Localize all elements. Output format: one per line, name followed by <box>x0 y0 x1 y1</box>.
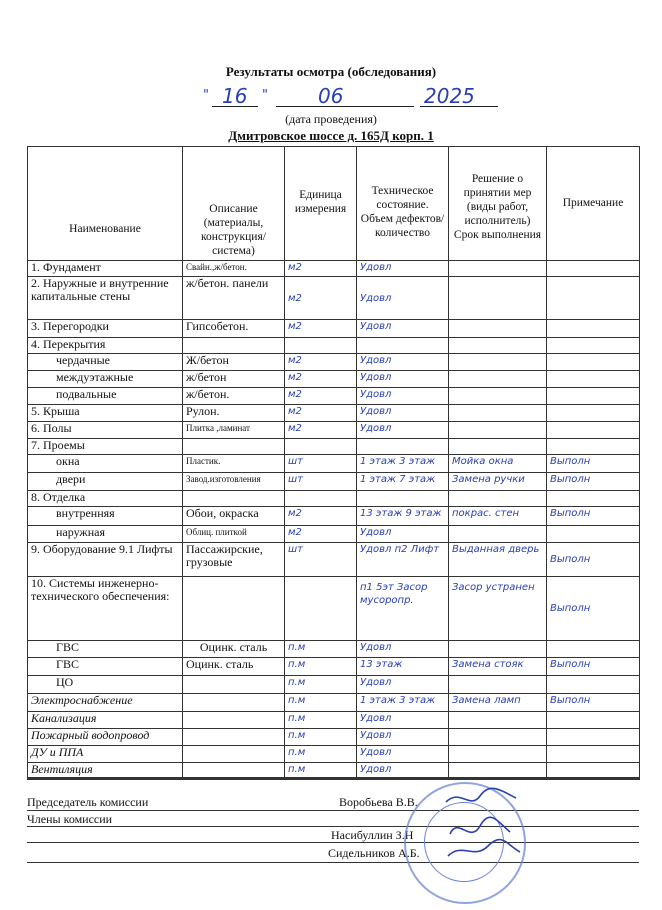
row-cond: Удовл <box>357 526 449 543</box>
row-cond: Удовл <box>357 422 449 439</box>
members-label: Члены комиссии <box>27 812 113 826</box>
table-row <box>28 277 640 320</box>
row-desc: Обои, окраска <box>183 507 285 526</box>
row-note <box>547 641 640 658</box>
row-desc: Оцинк. сталь <box>183 658 285 676</box>
table-row <box>28 507 640 526</box>
row-unit <box>285 577 357 641</box>
chair-name: Воробьева В.В. <box>339 795 418 809</box>
row-dec: Засор устранен <box>449 577 547 641</box>
row-unit <box>285 338 357 354</box>
row-cond: Удовл <box>357 746 449 763</box>
table-row <box>28 422 640 439</box>
row-cond: 13 этаж 9 этаж <box>357 507 449 526</box>
address: Дмитровское шоссе д. 165Д корп. 1 <box>228 128 434 143</box>
row-dec: Мойка окна <box>449 455 547 473</box>
row-unit: шт <box>285 473 357 491</box>
row-desc <box>183 746 285 763</box>
row-note <box>547 405 640 422</box>
row-name: 1. Фундамент <box>28 261 183 277</box>
row-unit: п.м <box>285 746 357 763</box>
row-desc: Гипсобетон. <box>183 320 285 338</box>
row-note <box>547 354 640 371</box>
row-dec: Выданная дверь <box>449 543 547 577</box>
date-label: (дата проведения) <box>285 112 377 126</box>
row-desc <box>183 577 285 641</box>
row-unit: м2 <box>285 354 357 371</box>
row-dec <box>449 354 547 371</box>
row-desc <box>183 694 285 712</box>
row-dec: Замена ручки <box>449 473 547 491</box>
row-cond: 1 этаж 3 этаж <box>357 455 449 473</box>
row-name: окна <box>28 455 183 473</box>
header-description: Описание (материалы, конструкция/ система) <box>183 147 285 261</box>
row-note <box>547 491 640 507</box>
row-desc: Оцинк. сталь <box>183 641 285 658</box>
row-note <box>547 439 640 455</box>
table-row <box>28 405 640 422</box>
row-note <box>547 712 640 729</box>
member1-line <box>27 842 639 843</box>
row-note: Выполн <box>547 455 640 473</box>
header-note: Примечание <box>547 147 640 261</box>
chair-row <box>27 795 639 810</box>
row-note: Выполн <box>547 507 640 526</box>
row-cond: Удовл <box>357 729 449 746</box>
row-unit: п.м <box>285 658 357 676</box>
row-name: 8. Отделка <box>28 491 183 507</box>
header-row <box>28 147 640 261</box>
date-month-line <box>276 106 414 107</box>
row-desc <box>183 729 285 746</box>
row-note <box>547 261 640 277</box>
table-row <box>28 526 640 543</box>
row-dec <box>449 641 547 658</box>
row-name: 3. Перегородки <box>28 320 183 338</box>
row-desc: Плитка ,ламинат <box>183 422 285 439</box>
handwritten-signatures <box>440 786 530 866</box>
row-name: Электроснабжение <box>28 694 183 712</box>
table-row <box>28 473 640 491</box>
row-desc: Пассажирские, грузовые <box>183 543 285 577</box>
row-name: междуэтажные <box>28 371 183 388</box>
row-name: ДУ и ППА <box>28 746 183 763</box>
row-desc: Пластик. <box>183 455 285 473</box>
row-note <box>547 338 640 354</box>
table-row <box>28 338 640 354</box>
table-row <box>28 491 640 507</box>
row-desc: ж/бетон. <box>183 388 285 405</box>
table-row <box>28 261 640 277</box>
row-desc <box>183 439 285 455</box>
row-cond <box>357 338 449 354</box>
table-row <box>28 543 640 577</box>
table-row <box>28 439 640 455</box>
row-unit: п.м <box>285 729 357 746</box>
row-cond: Удовл <box>357 371 449 388</box>
inspection-table <box>27 146 640 780</box>
chair-label: Председатель комиссии <box>27 795 149 809</box>
row-note <box>547 676 640 694</box>
row-note: Выполн <box>547 473 640 491</box>
row-cond <box>357 491 449 507</box>
row-cond: п1 5эт Засор мусоропр. <box>357 577 449 641</box>
row-name: 4. Перекрытия <box>28 338 183 354</box>
row-desc: Свайн.,ж/бетон. <box>183 261 285 277</box>
row-dec <box>449 338 547 354</box>
date-quote-open: " <box>203 88 209 103</box>
row-note <box>547 746 640 763</box>
row-name: Вентиляция <box>28 763 183 780</box>
date-quote-close: " <box>262 88 268 103</box>
row-cond: Удовл <box>357 277 449 320</box>
row-unit: п.м <box>285 763 357 780</box>
row-note: Выполн <box>547 658 640 676</box>
row-cond <box>357 439 449 455</box>
row-name: двери <box>28 473 183 491</box>
row-desc <box>183 338 285 354</box>
row-name: чердачные <box>28 354 183 371</box>
row-unit: м2 <box>285 422 357 439</box>
row-dec <box>449 320 547 338</box>
table-row <box>28 676 640 694</box>
row-dec <box>449 261 547 277</box>
row-note <box>547 320 640 338</box>
row-cond: Удовл <box>357 320 449 338</box>
row-name: 7. Проемы <box>28 439 183 455</box>
row-cond: Удовл <box>357 763 449 780</box>
row-name: 2. Наружные и внутренние капитальные стены <box>28 277 183 320</box>
row-cond: Удовл <box>357 676 449 694</box>
row-dec <box>449 676 547 694</box>
row-dec <box>449 277 547 320</box>
row-dec <box>449 729 547 746</box>
row-desc: ж/бетон. панели <box>183 277 285 320</box>
row-name: 9. Оборудование 9.1 Лифты <box>28 543 183 577</box>
table-row <box>28 641 640 658</box>
row-unit: шт <box>285 543 357 577</box>
row-cond: Удовл <box>357 354 449 371</box>
table-row <box>28 729 640 746</box>
row-cond: 13 этаж <box>357 658 449 676</box>
row-desc <box>183 676 285 694</box>
table-row <box>28 354 640 371</box>
table-row <box>28 577 640 641</box>
row-desc <box>183 491 285 507</box>
row-cond: Удовл п2 Лифт <box>357 543 449 577</box>
row-note: Выполн <box>547 543 640 577</box>
row-note <box>547 371 640 388</box>
row-unit: м2 <box>285 277 357 320</box>
row-unit <box>285 439 357 455</box>
row-cond: Удовл <box>357 261 449 277</box>
row-name: 6. Полы <box>28 422 183 439</box>
row-unit: п.м <box>285 676 357 694</box>
row-dec <box>449 526 547 543</box>
row-name: Пожарный водопровод <box>28 729 183 746</box>
row-dec <box>449 405 547 422</box>
chair-line <box>27 810 639 811</box>
row-dec <box>449 712 547 729</box>
row-dec <box>449 746 547 763</box>
date-day: 16 <box>222 84 248 108</box>
row-cond: Удовл <box>357 712 449 729</box>
date-year: 2025 <box>424 84 475 108</box>
row-dec <box>449 388 547 405</box>
header-unit: Единица измерения <box>285 147 357 261</box>
row-dec: Замена ламп <box>449 694 547 712</box>
row-name: ГВС <box>28 658 183 676</box>
row-unit: м2 <box>285 526 357 543</box>
row-unit: м2 <box>285 388 357 405</box>
table-bottom-rule <box>27 777 639 779</box>
row-dec <box>449 422 547 439</box>
members-line <box>27 826 639 827</box>
header-name: Наименование <box>28 147 183 261</box>
table-row <box>28 388 640 405</box>
row-cond: Удовл <box>357 388 449 405</box>
row-note <box>547 526 640 543</box>
row-name: 5. Крыша <box>28 405 183 422</box>
row-note <box>547 388 640 405</box>
row-unit: п.м <box>285 694 357 712</box>
row-name: наружная <box>28 526 183 543</box>
row-dec <box>449 491 547 507</box>
table-row <box>28 320 640 338</box>
row-desc: Ж/бетон <box>183 354 285 371</box>
row-note <box>547 729 640 746</box>
row-cond: Удовл <box>357 405 449 422</box>
row-unit: м2 <box>285 320 357 338</box>
row-dec: покрас. стен <box>449 507 547 526</box>
table-row <box>28 455 640 473</box>
row-cond: 1 этаж 7 этаж <box>357 473 449 491</box>
row-name: ГВС <box>28 641 183 658</box>
row-desc: Рулон. <box>183 405 285 422</box>
row-name: подвальные <box>28 388 183 405</box>
row-cond: Удовл <box>357 641 449 658</box>
row-desc: ж/бетон <box>183 371 285 388</box>
member2-name: Сидельников А.Б. <box>328 846 420 860</box>
member1-name: Насибуллин З.Н <box>331 828 414 842</box>
row-name: Канализация <box>28 712 183 729</box>
header-decision: Решение о принятии мер (виды работ, исполнитель) Срок выполнения <box>449 147 547 261</box>
document-title: Результаты осмотра (обследования) <box>225 64 437 79</box>
row-name: 10. Системы инженерно-технического обеспечения: <box>28 577 183 641</box>
table-row <box>28 712 640 729</box>
row-dec <box>449 371 547 388</box>
row-note <box>547 277 640 320</box>
row-desc: Завод.изготовления <box>183 473 285 491</box>
row-name: внутренняя <box>28 507 183 526</box>
row-unit: м2 <box>285 261 357 277</box>
row-dec <box>449 439 547 455</box>
row-unit: м2 <box>285 507 357 526</box>
row-unit: п.м <box>285 712 357 729</box>
row-note <box>547 422 640 439</box>
date-month: 06 <box>318 84 344 108</box>
row-note: Выполн <box>547 577 640 641</box>
row-unit: м2 <box>285 371 357 388</box>
header-condition: Техническое состояние. Объем дефектов/ количество <box>357 147 449 261</box>
row-unit: шт <box>285 455 357 473</box>
row-cond: 1 этаж 3 этаж <box>357 694 449 712</box>
table-row <box>28 694 640 712</box>
row-desc: Облиц. плиткой <box>183 526 285 543</box>
member2-line <box>27 862 639 863</box>
row-desc <box>183 712 285 729</box>
row-name: ЦО <box>28 676 183 694</box>
table-row <box>28 658 640 676</box>
row-note: Выполн <box>547 694 640 712</box>
table-row <box>28 371 640 388</box>
row-unit: п.м <box>285 641 357 658</box>
table-row <box>28 746 640 763</box>
row-unit <box>285 491 357 507</box>
row-unit: м2 <box>285 405 357 422</box>
row-dec: Замена стояк <box>449 658 547 676</box>
